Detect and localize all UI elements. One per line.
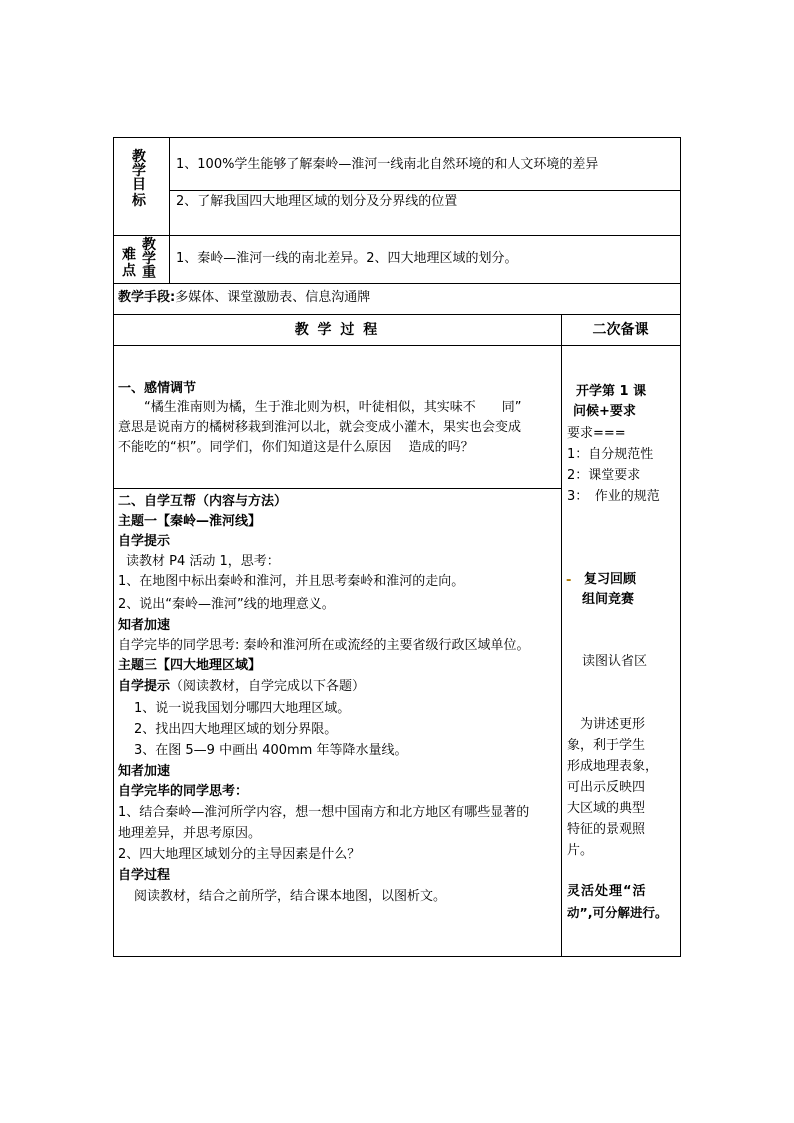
table-border-bottom xyxy=(113,956,681,957)
means-text: 多媒体、课堂激励表、信息沟通牌 xyxy=(175,290,371,305)
side-block3: 读图认省区 xyxy=(582,654,648,669)
goals-label-char: 目 xyxy=(132,177,146,193)
speed2-title: 知者加速 xyxy=(118,764,171,779)
label-column-divider xyxy=(169,137,170,283)
process-text: 阅读教材，结合之前所学，结合课本地图，以图析文。 xyxy=(134,889,447,904)
goals-label-char: 教 xyxy=(132,149,146,165)
process-column-divider xyxy=(561,314,562,956)
section2-title: 二、自学互帮（内容与方法） xyxy=(118,494,288,509)
goal-item-1: 1、100%学生能够了解秦岭—淮河一线南北自然环境的和人文环境的差异 xyxy=(176,157,599,172)
goal-item-2: 2、了解我国四大地理区域的划分及分界线的位置 xyxy=(176,194,458,209)
hint2-item: 3、在图 5—9 中画出 400mm 年等降水量线。 xyxy=(134,743,408,758)
table-border-right xyxy=(680,137,681,956)
section1-line: “橘生淮南则为橘，生于淮北则为枳，叶徒相似，其实味不 同” xyxy=(144,400,522,415)
side-block4-line: 象，利于学生 xyxy=(567,738,646,753)
table-border-left xyxy=(113,137,114,956)
hint2-title: 自学提示 xyxy=(118,679,171,694)
process-header: 教 学 过 程 xyxy=(294,322,380,338)
section1-line: 意思是说南方的橘树移栽到淮河以北，就会变成小灌木，果实也会变成 xyxy=(118,420,522,435)
hint2-item: 1、说一说我国划分哪四大地理区域。 xyxy=(134,701,351,716)
section-divider xyxy=(113,488,561,489)
difficulty-label xyxy=(118,238,164,282)
hint1-item: 2、说出“秦岭—淮河”线的地理意义。 xyxy=(118,597,335,612)
side-block5-line: 灵活处理“活 xyxy=(567,884,647,899)
speed2-item: 地理差异，并思考原因。 xyxy=(118,826,262,841)
side-block4-line: 大区域的典型 xyxy=(567,801,646,816)
goals-divider xyxy=(169,190,681,191)
row-divider-means xyxy=(113,314,681,315)
side-block1-line: 要求=== xyxy=(567,426,626,441)
side-block2-mark: - xyxy=(566,573,572,588)
side-block1-sub: 问候+要求 xyxy=(573,404,636,419)
speed1-text: 自学完毕的同学思考: 秦岭和淮河所在或流经的主要省级行政区域单位。 xyxy=(118,638,530,653)
means-row xyxy=(118,288,370,308)
difficulty-label-char: 重 xyxy=(142,265,156,281)
goals-label-char: 标 xyxy=(132,193,146,209)
speed2-item: 1、结合秦岭—淮河所学内容，想一想中国南方和北方地区有哪些显著的 xyxy=(118,805,530,820)
side-block5-line: 动”,可分解进行。 xyxy=(567,905,668,920)
difficulty-text: 1、秦岭—淮河一线的南北差异。2、四大地理区域的划分。 xyxy=(176,251,518,266)
process-title: 自学过程 xyxy=(118,868,171,883)
difficulty-label-char: 点 xyxy=(122,263,136,279)
topic3-title: 主题三【四大地理区域】 xyxy=(118,658,262,673)
row-divider-goals xyxy=(113,235,681,236)
table-border-top xyxy=(113,137,681,138)
section1-title: 一、感情调节 xyxy=(118,381,197,396)
hint2-item: 2、找出四大地理区域的划分界限。 xyxy=(134,722,338,737)
side-block4-line: 特征的景观照 xyxy=(567,822,646,837)
hint2-suffix: （阅读教材，自学完成以下各题） xyxy=(170,679,366,694)
hint1-item: 1、在地图中标出秦岭和淮河，并且思考秦岭和淮河的走向。 xyxy=(118,574,465,589)
section1-line: 不能吃的“枳”。同学们，你们知道这是什么原因 造成的吗？ xyxy=(118,440,474,455)
difficulty-label-char: 学 xyxy=(142,251,156,267)
goals-label-char: 学 xyxy=(132,163,146,179)
difficulty-label-char: 难 xyxy=(122,247,136,263)
topic1-title: 主题一【秦岭—淮河线】 xyxy=(118,514,262,529)
side-block4-line: 形成地理表象， xyxy=(567,759,659,774)
row-divider-header xyxy=(113,345,681,346)
second-prep-header: 二次备课 xyxy=(592,322,649,338)
side-block1-title: 开学第 1 课 xyxy=(576,384,647,399)
hint1-intro: 读教材 P4 活动 1，思考： xyxy=(126,554,280,569)
side-block1-line: 2：课堂要求 xyxy=(567,468,641,483)
side-block1-line: 3： 作业的规范 xyxy=(567,489,660,504)
side-block1-line: 1：自分规范性 xyxy=(567,447,654,462)
speed2-item: 2、四大地理区域划分的主导因素是什么？ xyxy=(118,847,361,862)
difficulty-label-char: 教 xyxy=(142,237,156,253)
means-label: 教学手段: xyxy=(118,290,176,305)
hint2-row xyxy=(118,677,365,697)
side-block4-line: 片。 xyxy=(567,843,594,858)
side-block2-title: 复习回顾 xyxy=(584,572,637,587)
side-block2-title: 组间竞赛 xyxy=(582,592,635,607)
side-block4-line: 为讲述更形 xyxy=(567,717,646,732)
hint1-title: 自学提示 xyxy=(118,534,171,549)
side-block4-line: 可出示反映四 xyxy=(567,780,646,795)
speed1-title: 知者加速 xyxy=(118,618,171,633)
row-divider-difficulty xyxy=(113,283,681,284)
speed2-sub: 自学完毕的同学思考： xyxy=(118,784,249,799)
